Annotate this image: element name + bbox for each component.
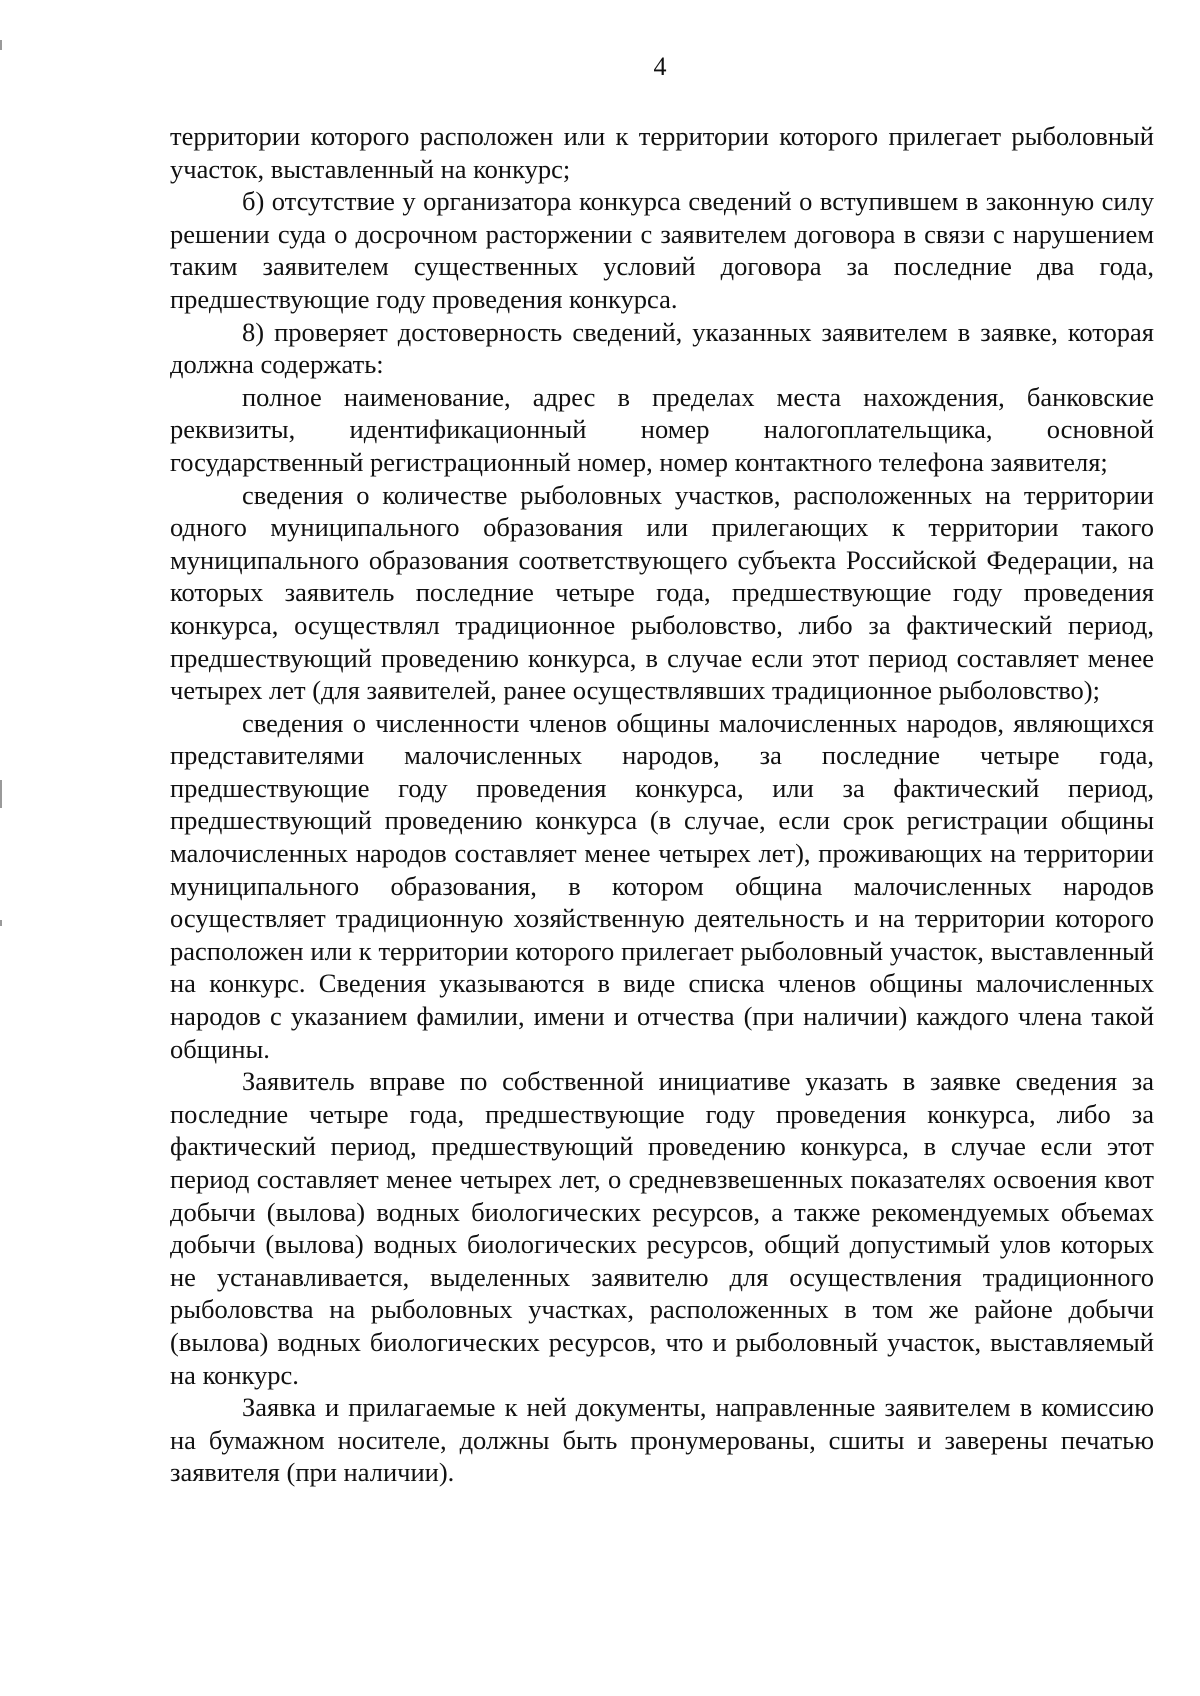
paragraph: сведения о количестве рыболовных участков, расположенных на территории одного муниципального образования или прилегающих к территории такого муниципального образования соответствующего субъекта Российской Федерации, на которых заявитель последние четыре года, предшествующие году проведения конкурса, осуществлял традиционное рыболовство, либо за фактический период, предшествующий проведению конкурса, в случае если этот период составляет менее четырех лет (для заявителей, ранее осуществлявших традиционное рыболовство); xyxy=(170,479,1154,706)
scan-edge-mark xyxy=(0,920,2,926)
page-number: 4 xyxy=(653,52,667,81)
paragraph: б) отсутствие у организатора конкурса сведений о вступившем в законную силу решении суда о досрочном расторжении с заявителем договора в связи с нарушением таким заявителем существенных условий договора за последние два года, предшествующие году проведения конкурса. xyxy=(170,186,1154,314)
paragraph: Заявитель вправе по собственной инициативе указать в заявке сведения за последние четыре года, предшествующие году проведения конкурса, либо за фактический период, предшествующий проведению конкурса, в случае если этот период составляет менее четырех лет, о средневзвешенных показателях освоения квот добычи (вылова) водных биологических ресурсов, а также рекомендуемых объемах добычи (вылова) водных биологических ресурсов, общий допустимый улов которых не устанавливается, выделенных заявителю для осуществления традиционного рыболовства на рыболовных участках, расположенных в том же районе добычи (вылова) водных биологических ресурсов, что и рыболовный участок, выставляемый на конкурс. xyxy=(170,1066,1154,1390)
document-body xyxy=(170,120,1154,1489)
scan-edge-mark xyxy=(0,40,2,50)
paragraph: полное наименование, адрес в пределах места нахождения, банковские реквизиты, идентификационный номер налогоплательщика, основной государственный регистрационный номер, номер контактного телефона заявителя; xyxy=(170,381,1154,477)
paragraph: 8) проверяет достоверность сведений, указанных заявителем в заявке, которая должна содержать: xyxy=(170,316,1154,380)
paragraph: территории которого расположен или к территории которого прилегает рыболовный участок, выставленный на конкурс; xyxy=(170,121,1154,184)
paragraph: сведения о численности членов общины малочисленных народов, являющихся представителями малочисленных народов, за последние четыре года, предшествующие году проведения конкурса, или за фактический период, предшествующий проведению конкурса (в случае, если срок регистрации общины малочисленных народов составляет менее четырех лет), проживающих на территории муниципального образования, в котором община малочисленных народов осуществляет традиционную хозяйственную деятельность и на территории которого расположен или к территории которого прилегает рыболовный участок, выставленный на конкурс. Сведения указываются в виде списка членов общины малочисленных народов с указанием фамилии, имени и отчества (при наличии) каждого члена такой общины. xyxy=(170,707,1154,1064)
paragraph: Заявка и прилагаемые к ней документы, направленные заявителем в комиссию на бумажном носителе, должны быть пронумерованы, сшиты и заверены печатью заявителя (при наличии). xyxy=(170,1392,1154,1488)
scan-edge-mark xyxy=(0,780,2,808)
